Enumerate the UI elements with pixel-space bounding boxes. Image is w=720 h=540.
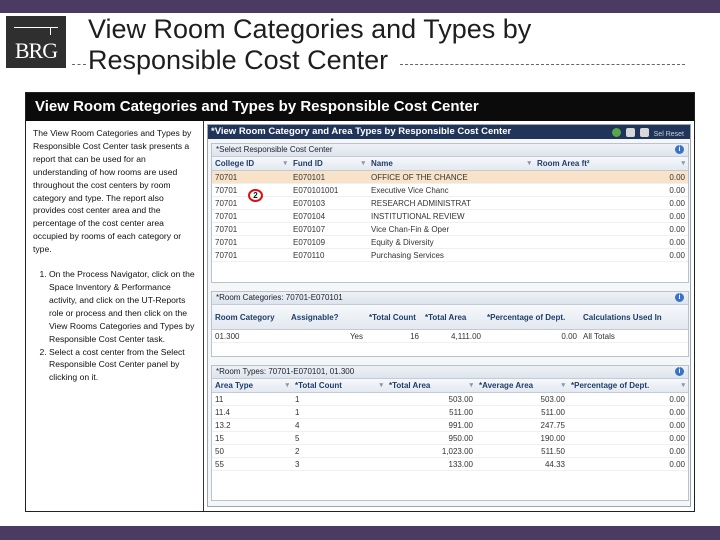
cell: 0.00 xyxy=(534,249,688,262)
room-categories-panel-title-text: *Room Categories: 70701-E070101 xyxy=(216,293,343,302)
cost-center-panel-title-text: *Select Responsible Cost Center xyxy=(216,145,333,154)
slide-title-line2: Responsible Cost Center xyxy=(88,45,389,75)
cell: 2 xyxy=(292,445,386,458)
cell: 70701 xyxy=(212,184,290,197)
cell: 0.00 xyxy=(534,184,688,197)
cost-center-panel xyxy=(211,143,689,283)
instructions-column xyxy=(26,121,204,511)
frame-heading: View Room Categories and Types by Responsible Cost Center xyxy=(26,93,694,121)
cell: 0.00 xyxy=(534,171,688,184)
col-type-total-area[interactable]: *Total Area ▾ xyxy=(386,379,476,393)
cost-center-row[interactable] xyxy=(212,236,688,249)
cell: Equity & Diversity xyxy=(368,236,534,249)
col-total-area[interactable]: *Total Area xyxy=(422,305,484,330)
logo-tick xyxy=(50,27,51,35)
app-screenshot xyxy=(207,124,691,507)
cell: Vice Chan-Fin & Oper xyxy=(368,223,534,236)
room-types-table xyxy=(212,379,688,471)
toolbar xyxy=(612,127,684,137)
cell: 3 xyxy=(292,458,386,471)
logo-text: BRG xyxy=(14,38,58,63)
cost-center-row[interactable] xyxy=(212,223,688,236)
logo-rule xyxy=(14,27,58,28)
cost-center-panel-title xyxy=(212,144,688,157)
cell: 190.00 xyxy=(476,432,568,445)
room-categories-table xyxy=(212,305,688,343)
room-categories-header-row xyxy=(212,305,688,330)
cell: 70701 xyxy=(212,236,290,249)
sort-icon[interactable]: ▾ xyxy=(285,382,289,389)
cell: 511.50 xyxy=(476,445,568,458)
steps-list xyxy=(33,268,197,384)
sort-icon[interactable]: ▾ xyxy=(469,382,473,389)
cell: All Totals xyxy=(580,330,688,343)
col-name[interactable]: Name ▾ xyxy=(368,157,534,171)
cell: 0.00 xyxy=(534,236,688,249)
cell: 511.00 xyxy=(476,406,568,419)
col-room-area[interactable]: Room Area ft² ▾ xyxy=(534,157,688,171)
cell: 991.00 xyxy=(386,419,476,432)
cost-center-row[interactable] xyxy=(212,249,688,262)
cell: 0.00 xyxy=(568,445,688,458)
sort-icon[interactable]: ▾ xyxy=(681,382,685,389)
app-title-bar xyxy=(208,125,690,139)
room-type-row[interactable] xyxy=(212,393,688,406)
room-type-row[interactable] xyxy=(212,406,688,419)
cost-center-header-row xyxy=(212,157,688,171)
col-total-count[interactable]: *Total Count xyxy=(366,305,422,330)
cell: 11 xyxy=(212,393,292,406)
cost-center-row[interactable] xyxy=(212,184,688,197)
cell: 16 xyxy=(366,330,422,343)
col-calculations[interactable]: Calculations Used In xyxy=(580,305,688,330)
cell: 0.00 xyxy=(568,393,688,406)
print-icon[interactable] xyxy=(626,128,635,137)
cell: 5 xyxy=(292,432,386,445)
cell: 1,023.00 xyxy=(386,445,476,458)
content-frame xyxy=(25,92,695,512)
cell: E070101001 xyxy=(290,184,368,197)
cell: 44.33 xyxy=(476,458,568,471)
cell: 70701 xyxy=(212,210,290,223)
cell: INSTITUTIONAL REVIEW xyxy=(368,210,534,223)
top-accent-bar xyxy=(0,0,720,13)
cell: Executive Vice Chanc xyxy=(368,184,534,197)
cell: 0.00 xyxy=(568,406,688,419)
col-area-type[interactable]: Area Type ▾ xyxy=(212,379,292,393)
cell: E070101 xyxy=(290,171,368,184)
slide-title-line1: View Room Categories and Types by xyxy=(88,14,532,44)
cell: Yes xyxy=(288,330,366,343)
room-type-row[interactable] xyxy=(212,445,688,458)
slide-title xyxy=(88,14,531,76)
cell: RESEARCH ADMINISTRAT xyxy=(368,197,534,210)
room-category-row[interactable] xyxy=(212,330,688,343)
add-icon[interactable] xyxy=(612,128,621,137)
cell: 0.00 xyxy=(568,432,688,445)
app-title: *View Room Category and Area Types by Responsible Cost Center xyxy=(211,126,512,137)
room-type-row[interactable] xyxy=(212,458,688,471)
info-icon[interactable]: i xyxy=(675,293,684,302)
sort-icon[interactable]: ▾ xyxy=(379,382,383,389)
cell: 70701 xyxy=(212,197,290,210)
col-average-area[interactable]: *Average Area ▾ xyxy=(476,379,568,393)
cell: 11.4 xyxy=(212,406,292,419)
cell: 503.00 xyxy=(476,393,568,406)
room-types-panel-title-text: *Room Types: 70701-E070101, 01.300 xyxy=(216,367,355,376)
col-type-percentage[interactable]: *Percentage of Dept. ▾ xyxy=(568,379,688,393)
col-room-category[interactable]: Room Category xyxy=(212,305,288,330)
cell: 503.00 xyxy=(386,393,476,406)
cell: 1 xyxy=(292,406,386,419)
cell: E070104 xyxy=(290,210,368,223)
room-type-row[interactable] xyxy=(212,419,688,432)
email-icon[interactable] xyxy=(640,128,649,137)
col-fund-id[interactable]: Fund ID ▾ xyxy=(290,157,368,171)
col-type-total-count[interactable]: *Total Count ▾ xyxy=(292,379,386,393)
cost-center-row[interactable] xyxy=(212,210,688,223)
sort-icon[interactable]: ▾ xyxy=(361,160,365,167)
col-college-id[interactable]: College ID ▾ xyxy=(212,157,290,171)
cell: 1 xyxy=(292,393,386,406)
cell: 50 xyxy=(212,445,292,458)
bottom-accent-bar xyxy=(0,526,720,540)
info-icon[interactable]: i xyxy=(675,145,684,154)
room-categories-panel xyxy=(211,291,689,357)
cell: 55 xyxy=(212,458,292,471)
cell: 950.00 xyxy=(386,432,476,445)
col-percentage[interactable]: *Percentage of Dept. xyxy=(484,305,580,330)
col-assignable[interactable]: Assignable? xyxy=(288,305,366,330)
sort-icon[interactable]: ▾ xyxy=(561,382,565,389)
room-type-row[interactable] xyxy=(212,432,688,445)
cell: 511.00 xyxy=(386,406,476,419)
cell: 0.00 xyxy=(534,223,688,236)
cell: 13.2 xyxy=(212,419,292,432)
cell: 70701 xyxy=(212,223,290,236)
cell: 01.300 xyxy=(212,330,288,343)
step-2: 2. Select a cost center from the Select Responsible Cost Center panel by clicking on it. xyxy=(49,346,197,385)
cell: 15 xyxy=(212,432,292,445)
cell: 0.00 xyxy=(534,197,688,210)
sort-icon[interactable]: ▾ xyxy=(527,160,531,167)
info-icon[interactable]: i xyxy=(675,367,684,376)
cell: Purchasing Services xyxy=(368,249,534,262)
sort-icon[interactable]: ▾ xyxy=(283,160,287,167)
cell: 0.00 xyxy=(568,458,688,471)
cost-center-table xyxy=(212,157,688,262)
cell: 70701 xyxy=(212,171,290,184)
title-dash-right xyxy=(400,64,685,65)
cell: 247.75 xyxy=(476,419,568,432)
cell: 0.00 xyxy=(568,419,688,432)
room-types-panel-title xyxy=(212,366,688,379)
cell: E070107 xyxy=(290,223,368,236)
cell: E070103 xyxy=(290,197,368,210)
cell: 0.00 xyxy=(484,330,580,343)
intro-text: The View Room Categories and Types by Responsible Cost Center task presents a report that can be used for an understanding of how rooms are used throughout the cost centers by room category and type. The report also provides cost center area and the percentage of the cost center area occupied by rooms of each category or type. xyxy=(33,128,192,255)
toolbar-text[interactable]: Sel Reset xyxy=(653,130,684,138)
step-callout-badge: 2 xyxy=(248,189,263,202)
cell: OFFICE OF THE CHANCE xyxy=(368,171,534,184)
cell: 70701 xyxy=(212,249,290,262)
sort-icon[interactable]: ▾ xyxy=(681,160,685,167)
cell: 133.00 xyxy=(386,458,476,471)
room-types-header-row xyxy=(212,379,688,393)
cell: E070110 xyxy=(290,249,368,262)
room-types-panel xyxy=(211,365,689,501)
cost-center-row-selected[interactable] xyxy=(212,171,688,184)
cell: 0.00 xyxy=(534,210,688,223)
title-dash-left xyxy=(72,64,86,65)
cell: 4,111.00 xyxy=(422,330,484,343)
cost-center-row[interactable] xyxy=(212,197,688,210)
step-1: 1. On the Process Navigator, click on the Space Inventory & Performance activity, and click on the UT-Reports role or process and then click on the View Rooms Categories and Types by Responsible Cost Center task. xyxy=(49,268,197,345)
room-categories-panel-title xyxy=(212,292,688,305)
cell: 4 xyxy=(292,419,386,432)
cell: E070109 xyxy=(290,236,368,249)
brg-logo xyxy=(6,16,66,68)
